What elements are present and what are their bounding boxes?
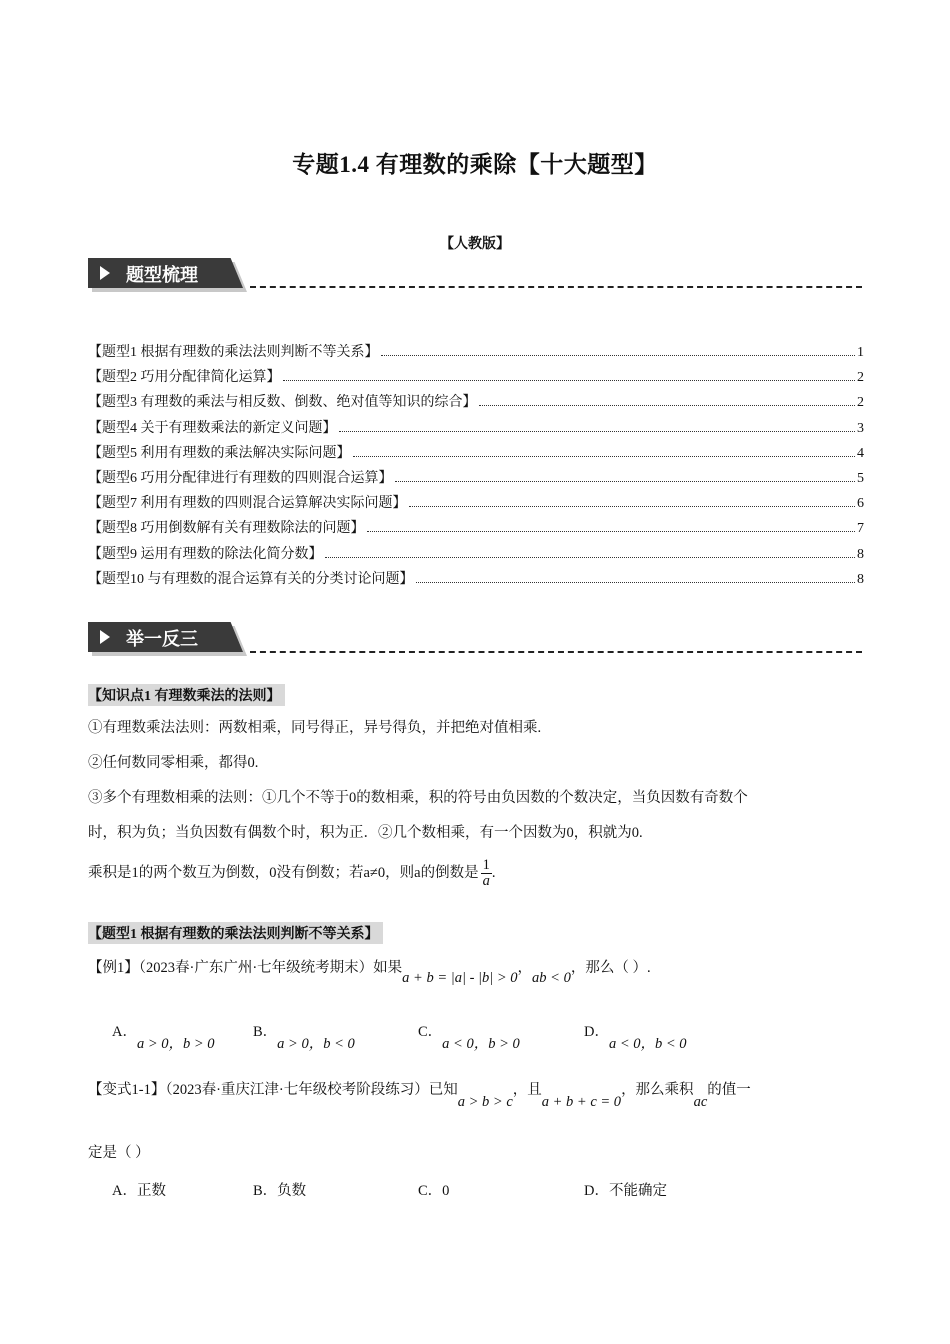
rule-2: ②任何数同零相乘，都得0. [88,755,259,771]
play-triangle-icon [100,266,110,280]
variant-1-1-stem: 【变式1-1】（2023春·重庆江津·七年级校考阶段练习）已知a > b > c，且a + b + c = 0，那么乘积ac的值一 [88,1082,751,1110]
example-1-option-d[interactable]: D．a < 0，b < 0 [584,1024,687,1052]
toc-entry[interactable]: 【题型1 根据有理数的乘法法则判断不等关系】 1 [88,345,864,360]
toc-entry[interactable]: 【题型6 巧用分配律进行有理数的四则混合运算】 5 [88,470,864,486]
toc-entry[interactable]: 【题型4 关于有理数乘法的新定义问题】 3 [88,420,864,436]
variant-1-1-option-b[interactable]: B．负数 [253,1183,307,1199]
toc-entry[interactable]: 【题型3 有理数的乘法与相反数、倒数、绝对值等知识的综合】 2 [88,395,864,411]
rule-1: ①有理数乘法法则：两数相乘，同号得正，异号得负，并把绝对值相乘. [88,720,542,736]
section-divider [250,651,862,653]
variant-1-1-stem-line-2: 定是（ ） [88,1145,150,1161]
toc-entry[interactable]: 【题型2 巧用分配律简化运算】 2 [88,370,864,386]
practice-banner [88,622,248,656]
variant-1-1-option-d[interactable]: D．不能确定 [584,1183,667,1199]
variant-1-1-option-c[interactable]: C．0 [418,1183,450,1199]
play-triangle-icon [100,630,110,644]
toc-entry[interactable]: 【题型9 运用有理数的除法化简分数】 8 [88,546,864,562]
example-1-option-b[interactable]: B．a > 0，b < 0 [253,1024,355,1052]
practice-banner-label: 举一反三 [126,629,198,650]
topic-1-title: 【题型1 根据有理数的乘法法则判断不等关系】 [88,922,383,944]
example-1-stem: 【例1】（2023春·广东广州·七年级统考期末）如果a + b = |a| - |b| > 0，ab < 0，那么（ ）. [88,960,651,986]
section-divider [250,286,862,288]
knowledge-point-title: 【知识点1 有理数乘法的法则】 [88,684,285,706]
example-1-option-c[interactable]: C．a < 0，b > 0 [418,1024,520,1052]
toc-entry[interactable]: 【题型5 利用有理数的乘法解决实际问题】 4 [88,445,864,461]
toc-banner [88,258,248,292]
rule-3-line-1: ③多个有理数相乘的法则：①几个不等于0的数相乘，积的符号由负因数的个数决定，当负因数有奇数个 [88,790,748,806]
rule-3-line-2: 时，积为负；当负因数有偶数个时，积为正．②几个数相乘，有一个因数为0，积就为0. [88,825,643,841]
page-title: 专题1.4 有理数的乘除【十大题型】 [292,152,658,177]
edition-label: 【人教版】 [440,237,510,252]
table-of-contents [88,341,864,593]
example-1-option-a[interactable]: A．a > 0，b > 0 [112,1024,215,1052]
toc-entry[interactable]: 【题型10 与有理数的混合运算有关的分类讨论问题】 8 [88,571,864,587]
variant-1-1-option-a[interactable]: A．正数 [112,1183,166,1199]
toc-banner-label: 题型梳理 [126,265,198,286]
toc-entry[interactable]: 【题型8 巧用倒数解有关有理数除法的问题】 7 [88,521,864,537]
toc-entry[interactable]: 【题型7 利用有理数的四则混合运算解决实际问题】 6 [88,496,864,512]
reciprocal-rule: 乘积是1的两个数互为倒数，0没有倒数；若a≠0，则a的倒数是 $\frac{1}{a}$ . [88,857,496,890]
fraction-one-over-a: $\frac{1}{a}$ [482,857,490,890]
